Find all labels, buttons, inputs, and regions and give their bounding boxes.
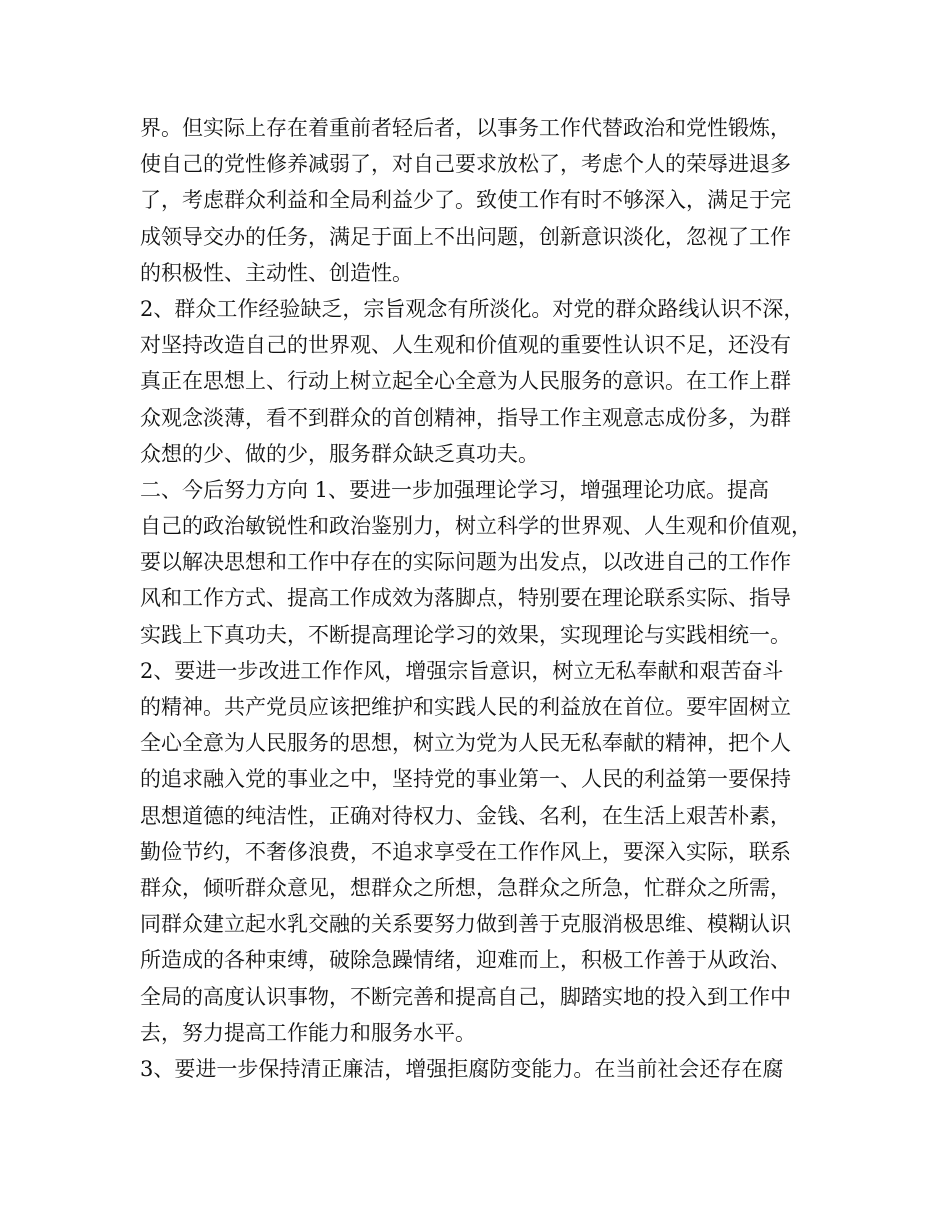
text-line: 同群众建立起水乳交融的关系要努力做到善于克服消极思维、模糊认识 — [140, 912, 791, 937]
text-line: 实践上下真功夫，不断提高理论学习的效果，实现理论与实践相统一。 — [140, 622, 791, 647]
text-line: 使自己的党性修养减弱了，对自己要求放松了，考虑个人的荣辱进退多 — [140, 152, 791, 177]
text-line: 界。但实际上存在着重前者轻后者，以事务工作代替政治和党性锻炼， — [140, 116, 791, 140]
text-line: 去，努力提高工作能力和服务水平。 — [140, 1020, 476, 1045]
text-line: 的积极性、主动性、创造性。 — [140, 260, 413, 285]
text-line: 3、要进一步保持清正廉洁，增强拒腐防变能力。在当前社会还存在腐 — [140, 1056, 784, 1081]
body-text — [140, 110, 820, 1087]
text-line: 众想的少、做的少，服务群众缺乏真功夫。 — [140, 441, 539, 466]
text-line: 要以解决思想和工作中存在的实际问题为出发点，以改进自己的工作作 — [140, 550, 791, 575]
text-line: 众观念淡薄，看不到群众的首创精神，指导工作主观意志成份多，为群 — [140, 405, 791, 430]
text-line: 的追求融入党的事业之中，坚持党的事业第一、人民的利益第一要保持 — [140, 767, 791, 792]
text-line: 对坚持改造自己的世界观、人生观和价值观的重要性认识不足，还没有 — [140, 333, 791, 358]
text-line: 自己的政治敏锐性和政治鉴别力，树立科学的世界观、人生观和价值观， — [140, 514, 812, 539]
text-line: 思想道德的纯洁性，正确对待权力、金钱、名利，在生活上艰苦朴素， — [140, 803, 791, 828]
text-line: 真正在思想上、行动上树立起全心全意为人民服务的意识。在工作上群 — [140, 369, 791, 394]
text-line: 勤俭节约，不奢侈浪费，不追求享受在工作作风上，要深入实际，联系 — [140, 839, 791, 864]
text-line: 二、今后努力方向 1、要进一步加强理论学习，增强理论功底。提高 — [140, 477, 770, 502]
text-line: 群众，倾听群众意见，想群众之所想，急群众之所急，忙群众之所需， — [140, 875, 791, 900]
text-line: 风和工作方式、提高工作成效为落脚点，特别要在理论联系实际、指导 — [140, 586, 791, 611]
text-line: 2、群众工作经验缺乏，宗旨观念有所淡化。对党的群众路线认识不深， — [140, 296, 805, 321]
text-line: 2、要进一步改进工作作风，增强宗旨意识，树立无私奉献和艰苦奋斗 — [140, 658, 784, 683]
text-line: 成领导交办的任务，满足于面上不出问题，创新意识淡化，忽视了工作 — [140, 224, 791, 249]
text-line: 全心全意为人民服务的思想，树立为党为人民无私奉献的精神，把个人 — [140, 731, 791, 756]
text-line: 所造成的各种束缚，破除急躁情绪，迎难而上，积极工作善于从政治、 — [140, 948, 791, 973]
text-line: 全局的高度认识事物，不断完善和提高自己，脚踏实地的投入到工作中 — [140, 984, 791, 1009]
text-line: 了，考虑群众利益和全局利益少了。致使工作有时不够深入，满足于完 — [140, 188, 791, 213]
text-line: 的精神。共产党员应该把维护和实践人民的利益放在首位。要牢固树立 — [140, 695, 791, 719]
